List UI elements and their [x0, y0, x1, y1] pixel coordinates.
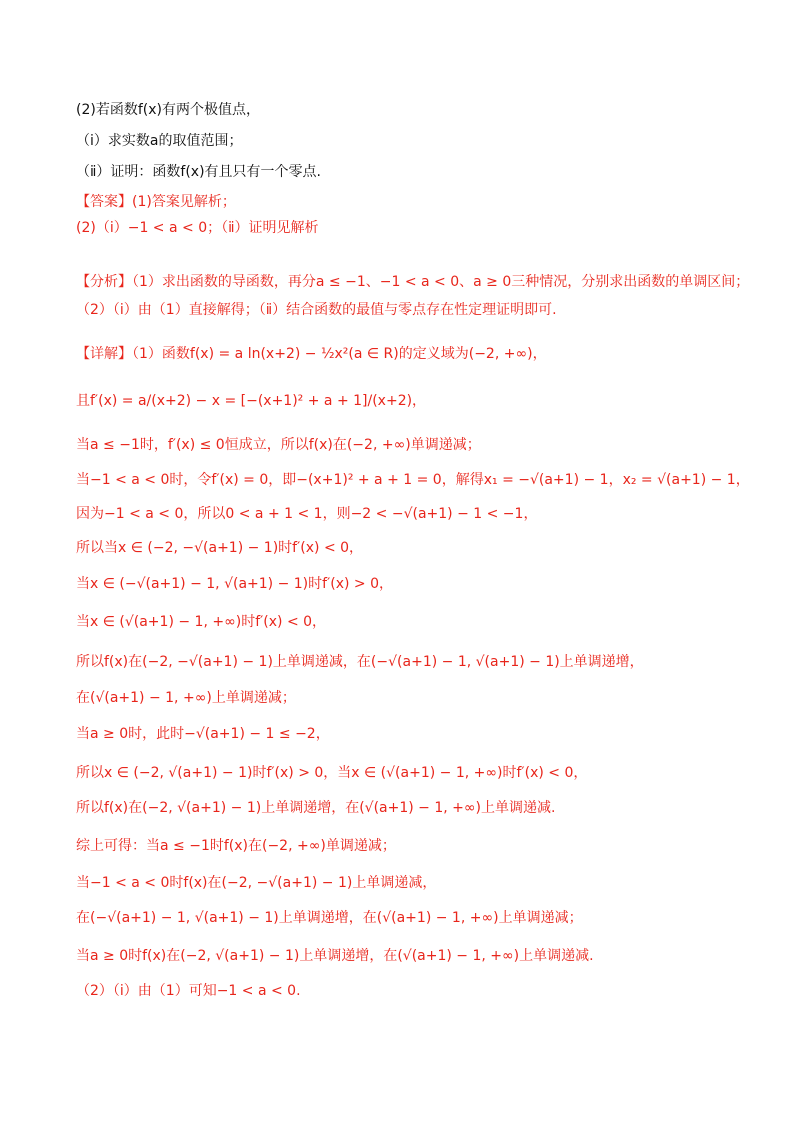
detail-line-2: 且f′(x) = a/(x+2) − x = [−(x+1)² + a + 1]/(x+2)， [76, 393, 427, 409]
analysis-line-1: 【分析】（1）求出函数的导函数，再分a ≤ −1、−1 < a < 0、a ≥ 0三种情况，分别求出函数的单调区间； [76, 274, 750, 290]
detail-line-7: 当x ∈ (−√(a+1) − 1, √(a+1) − 1)时f′(x) > 0， [76, 576, 393, 592]
detail-line-6: 所以当x ∈ (−2, −√(a+1) − 1)时f′(x) < 0， [76, 540, 364, 556]
detail-line-4: 当−1 < a < 0时，令f′(x) = 0，即−(x+1)² + a + 1 = 0，解得x₁ = −√(a+1) − 1，x₂ = √(a+1) − 1， [76, 472, 750, 488]
detail-line-1: 【详解】（1）函数f(x) = a ln(x+2) − ½x²(a ∈ R)的定义域为(−2, +∞)， [76, 346, 547, 362]
detail-line-17: 当a ≥ 0时f(x)在(−2, √(a+1) − 1)上单调递增，在(√(a+1) − 1, +∞)上单调递减. [76, 948, 594, 964]
detail-line-16: 在(−√(a+1) − 1, √(a+1) − 1)上单调递增，在(√(a+1) − 1, +∞)上单调递减； [76, 910, 583, 926]
detail-line-5: 因为−1 < a < 0，所以0 < a + 1 < 1，则−2 < −√(a+1) − 1 < −1， [76, 506, 538, 522]
detail-line-15: 当−1 < a < 0时f(x)在(−2, −√(a+1) − 1)上单调递减， [76, 875, 437, 891]
answer-line-1: 【答案】(1)答案见解析； [76, 194, 236, 210]
detail-line-10: 在(√(a+1) − 1, +∞)上单调递减； [76, 690, 296, 706]
detail-line-13: 所以f(x)在(−2, √(a+1) − 1)上单调递增，在(√(a+1) − 1, +∞)上单调递减. [76, 800, 556, 816]
answer-line-2: (2)（ⅰ）−1 < a < 0；（ⅱ）证明见解析 [76, 220, 319, 236]
detail-line-8: 当x ∈ (√(a+1) − 1, +∞)时f′(x) < 0， [76, 614, 327, 630]
analysis-line-2: （2）（ⅰ）由（1）直接解得；（ⅱ）结合函数的最值与零点存在性定理证明即可. [76, 302, 557, 318]
detail-line-18: （2）（ⅰ）由（1）可知−1 < a < 0. [76, 983, 301, 999]
question-line-2: (2)若函数f(x)有两个极值点， [76, 102, 260, 118]
question-line-i: （ⅰ）求实数a的取值范围； [76, 133, 243, 149]
question-line-ii: （ⅱ）证明：函数f(x)有且只有一个零点. [76, 164, 321, 180]
detail-line-11: 当a ≥ 0时，此时−√(a+1) − 1 ≤ −2， [76, 726, 330, 742]
detail-line-9: 所以f(x)在(−2, −√(a+1) − 1)上单调递减，在(−√(a+1) − 1, √(a+1) − 1)上单调递增， [76, 654, 644, 670]
detail-line-3: 当a ≤ −1时，f′(x) ≤ 0恒成立，所以f(x)在(−2, +∞)单调递减； [76, 437, 481, 453]
detail-line-14: 综上可得：当a ≤ −1时f(x)在(−2, +∞)单调递减； [76, 838, 396, 854]
detail-line-12: 所以x ∈ (−2, √(a+1) − 1)时f′(x) > 0，当x ∈ (√(a+1) − 1, +∞)时f′(x) < 0， [76, 765, 588, 781]
